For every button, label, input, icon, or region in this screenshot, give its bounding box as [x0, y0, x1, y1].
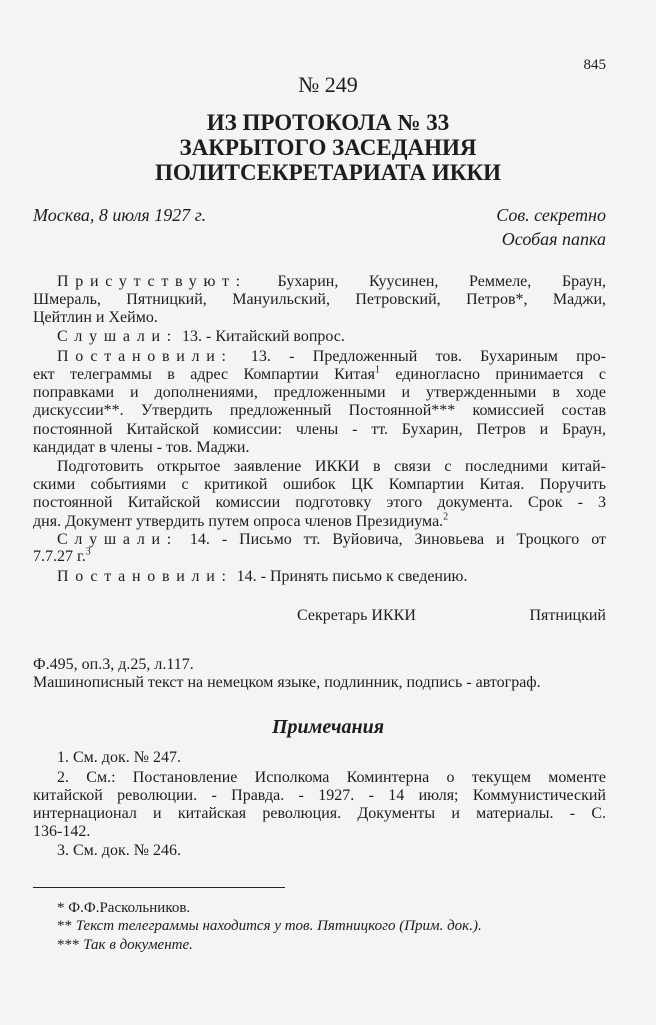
- footnote: [57, 936, 606, 954]
- signature-name: Пятницкий: [529, 607, 606, 624]
- footnote-text: Ф.Ф.Раскольников.: [68, 900, 191, 916]
- present-line: Шмераль, Пятницкий, Мануильский, Петровский, Петров*, Маджи,: [33, 291, 606, 308]
- footnote-ref: 2: [443, 511, 449, 523]
- heard-13: [57, 328, 606, 346]
- present-line: Цейтлин и Хеймо.: [33, 309, 158, 326]
- prepare-line: Подготовить открытое заявление ИККИ в связи с последними китай-: [57, 458, 606, 475]
- document-number: № 249: [298, 72, 358, 97]
- resolved-13-line: дискуссии**. Утвердить предложенный Постоянной*** комиссией состав: [33, 402, 606, 419]
- heard-text: 7.7.27 г.: [33, 548, 86, 565]
- resolved-13-line: кандидат в члены - тов. Маджи.: [33, 439, 250, 456]
- resolved-13-line: постоянной Китайской комиссии: члены - тт. Бухарин, Петров и Браун,: [33, 421, 606, 438]
- footnote-text: Текст телеграммы находится у тов. Пятницкого (Прим. док.).: [75, 918, 482, 934]
- present-names: Бухарин, Куусинен, Реммеле, Браун,: [277, 273, 606, 290]
- title-line: ЗАКРЫТОГО ЗАСЕДАНИЯ: [179, 135, 477, 160]
- footnote-text: Так в документе.: [83, 937, 193, 953]
- archive-description: Машинописный текст на немецком языке, подлинник, подпись - автограф.: [33, 674, 541, 691]
- resolved-13-line: поправками и дополнениями, предложенными и утвержденными в ходе: [33, 384, 606, 401]
- prepare-line: скими событиями с критикой ошибок ЦК Компартии Китая. Поручить: [33, 476, 606, 493]
- footnote-ref: 3: [85, 546, 91, 558]
- heard-14-line: [33, 548, 606, 566]
- present-label: Присутствуют:: [57, 273, 247, 290]
- archive-reference: Ф.495, оп.3, д.25, л.117.: [33, 656, 194, 673]
- footnote-mark: ***: [57, 937, 80, 953]
- heard-14-line: [57, 531, 606, 549]
- footnote-divider: [33, 887, 285, 888]
- resolved-label: Постановили:: [57, 348, 233, 365]
- resolved-text: единогласно принимается с: [395, 366, 607, 383]
- heard-text: 13. - Китайский вопрос.: [181, 328, 345, 345]
- resolved-text: 14. - Принять письмо к сведению.: [236, 568, 468, 585]
- resolved-14: [57, 568, 606, 586]
- note-item: 1. См. док. № 247.: [57, 749, 181, 766]
- signature-role: Секретарь ИККИ: [297, 607, 416, 624]
- notes-heading: Примечания: [271, 716, 385, 738]
- note-item: китайской революции. - Правда. - 1927. - 14 июля; Коммунистический: [33, 787, 606, 804]
- heard-label: Слушали:: [57, 328, 178, 345]
- note-item: 3. См. док. № 246.: [57, 842, 181, 859]
- resolved-text: 13. - Предложенный тов. Бухариным про-: [250, 348, 606, 365]
- place-date: Москва, 8 июля 1927 г.: [33, 205, 207, 225]
- footnote: [57, 917, 606, 935]
- note-item: 2. См.: Постановление Исполкома Коминтерна о текущем моменте: [57, 769, 606, 786]
- prepare-line: [33, 513, 606, 531]
- prepare-text: дня. Документ утвердить путем опроса членов Президиума.: [33, 513, 444, 530]
- note-item: 136-142.: [33, 823, 91, 840]
- special-folder: Особая папка: [501, 229, 606, 249]
- note-item: интернационал и китайская революция. Документы и материалы. - С.: [33, 805, 606, 822]
- resolved-13-line: [57, 348, 606, 366]
- page-number: 845: [583, 57, 606, 73]
- heard-label: Слушали:: [57, 531, 178, 548]
- title-line: ПОЛИТСЕКРЕТАРИАТА ИККИ: [154, 160, 502, 185]
- resolved-label: Постановили:: [57, 568, 233, 585]
- footnote: [57, 899, 606, 917]
- secrecy-stamp: Сов. секретно: [496, 205, 606, 225]
- title-line: ИЗ ПРОТОКОЛА № 33: [206, 110, 450, 135]
- heard-text: 14. - Письмо тт. Вуйовича, Зиновьева и Троцкого от: [189, 531, 606, 548]
- prepare-line: постоянной Китайской комиссии подготовку этого документа. Срок - 3: [33, 494, 606, 511]
- present-line: [57, 273, 606, 291]
- footnote-mark: *: [57, 900, 65, 916]
- footnote-mark: **: [57, 918, 72, 934]
- resolved-text: ект телеграммы в адрес Компартии Китая: [33, 366, 375, 383]
- resolved-13-line: [33, 366, 606, 384]
- footnote-ref: 1: [374, 364, 380, 376]
